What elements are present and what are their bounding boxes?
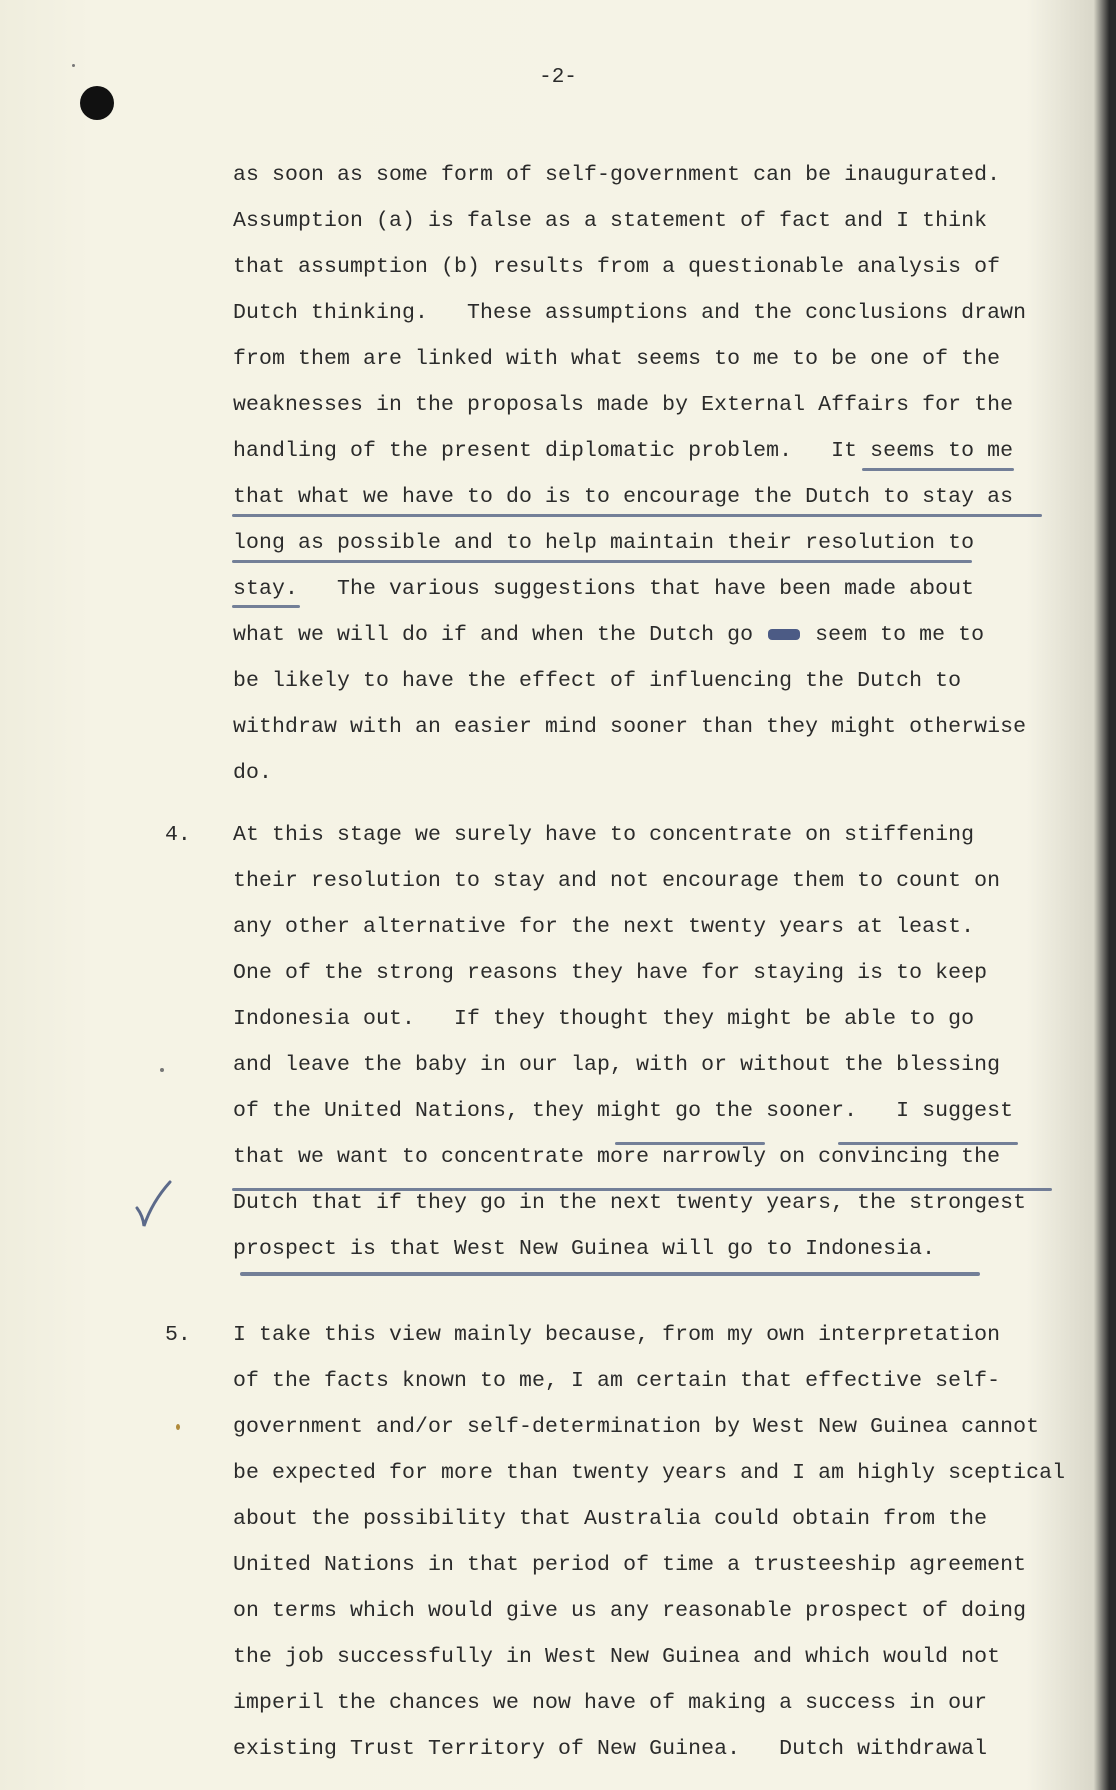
text-segment: seem to me to bbox=[815, 623, 985, 647]
pencil-underline bbox=[862, 468, 1014, 471]
text-line: any other alternative for the next twenty years at least. bbox=[233, 915, 975, 939]
paragraph-4 bbox=[233, 812, 1093, 1272]
text-segment: what we will do if and when the Dutch go bbox=[233, 623, 754, 647]
paper-speck bbox=[160, 1068, 164, 1072]
text-line: Dutch thinking. These assumptions and the conclusions drawn bbox=[233, 301, 1027, 325]
check-mark-icon bbox=[134, 1178, 174, 1230]
text-line: as soon as some form of self-government can be inaugurated. bbox=[233, 163, 1001, 187]
text-line: One of the strong reasons they have for staying is to keep bbox=[233, 961, 988, 985]
text-line: imperil the chances we now have of making a success in our bbox=[233, 1691, 988, 1715]
text-line: handling of the present diplomatic problem. It seems to me bbox=[233, 439, 1014, 463]
text-line: about the possibility that Australia could obtain from the bbox=[233, 1507, 988, 1531]
text-line: be likely to have the effect of influencing the Dutch to bbox=[233, 669, 962, 693]
text-line: of the United Nations, they might go the sooner. I suggest bbox=[233, 1099, 1014, 1123]
text-line-with-blot bbox=[233, 612, 1093, 658]
text-line: weaknesses in the proposals made by External Affairs for the bbox=[233, 393, 1014, 417]
text-line: withdraw with an easier mind sooner than they might otherwise bbox=[233, 715, 1027, 739]
pencil-underline bbox=[232, 514, 1042, 517]
pencil-underline bbox=[838, 1142, 1018, 1145]
paragraph-number: 4. bbox=[165, 823, 191, 847]
text-line: At this stage we surely have to concentrate on stiffening bbox=[233, 823, 975, 847]
text-line: government and/or self-determination by West New Guinea cannot bbox=[233, 1415, 1040, 1439]
text-line: that what we have to do is to encourage the Dutch to stay as bbox=[233, 485, 1014, 509]
text-line: stay. The various suggestions that have been made about bbox=[233, 577, 975, 601]
ink-blot-mark bbox=[768, 629, 800, 640]
text-line: and leave the baby in our lap, with or without the blessing bbox=[233, 1053, 1001, 1077]
paragraph-3 bbox=[233, 152, 1093, 796]
pencil-underline bbox=[232, 605, 300, 608]
text-line: Assumption (a) is false as a statement of fact and I think bbox=[233, 209, 988, 233]
paragraph-number: 5. bbox=[165, 1323, 191, 1347]
pencil-underline bbox=[615, 1142, 765, 1145]
text-line: Indonesia out. If they thought they might be able to go bbox=[233, 1007, 975, 1031]
text-line: I take this view mainly because, from my own interpretation bbox=[233, 1323, 1001, 1347]
text-line: that we want to concentrate more narrowly on convincing the bbox=[233, 1145, 1001, 1169]
text-line: from them are linked with what seems to me to be one of the bbox=[233, 347, 1001, 371]
punch-hole bbox=[80, 86, 114, 120]
paper-speck bbox=[176, 1424, 180, 1430]
text-line: their resolution to stay and not encourage them to count on bbox=[233, 869, 1001, 893]
paragraph-5 bbox=[233, 1312, 1093, 1772]
text-line: be expected for more than twenty years and I am highly sceptical bbox=[233, 1461, 1066, 1485]
pencil-underline bbox=[232, 560, 972, 563]
text-line: of the facts known to me, I am certain that effective self- bbox=[233, 1369, 1001, 1393]
text-line: existing Trust Territory of New Guinea. Dutch withdrawal bbox=[233, 1737, 988, 1761]
text-line: prospect is that West New Guinea will go to Indonesia. bbox=[233, 1237, 936, 1261]
pencil-underline bbox=[240, 1272, 980, 1276]
pencil-underline bbox=[232, 1188, 1052, 1191]
text-line: on terms which would give us any reasonable prospect of doing bbox=[233, 1599, 1027, 1623]
text-line: long as possible and to help maintain their resolution to bbox=[233, 531, 975, 555]
text-line: the job successfully in West New Guinea and which would not bbox=[233, 1645, 1001, 1669]
page-number: -2- bbox=[539, 66, 577, 89]
text-line: that assumption (b) results from a questionable analysis of bbox=[233, 255, 1001, 279]
text-line: do. bbox=[233, 761, 273, 785]
text-line: Dutch that if they go in the next twenty years, the strongest bbox=[233, 1191, 1027, 1215]
text-line: United Nations in that period of time a trusteeship agreement bbox=[233, 1553, 1027, 1577]
